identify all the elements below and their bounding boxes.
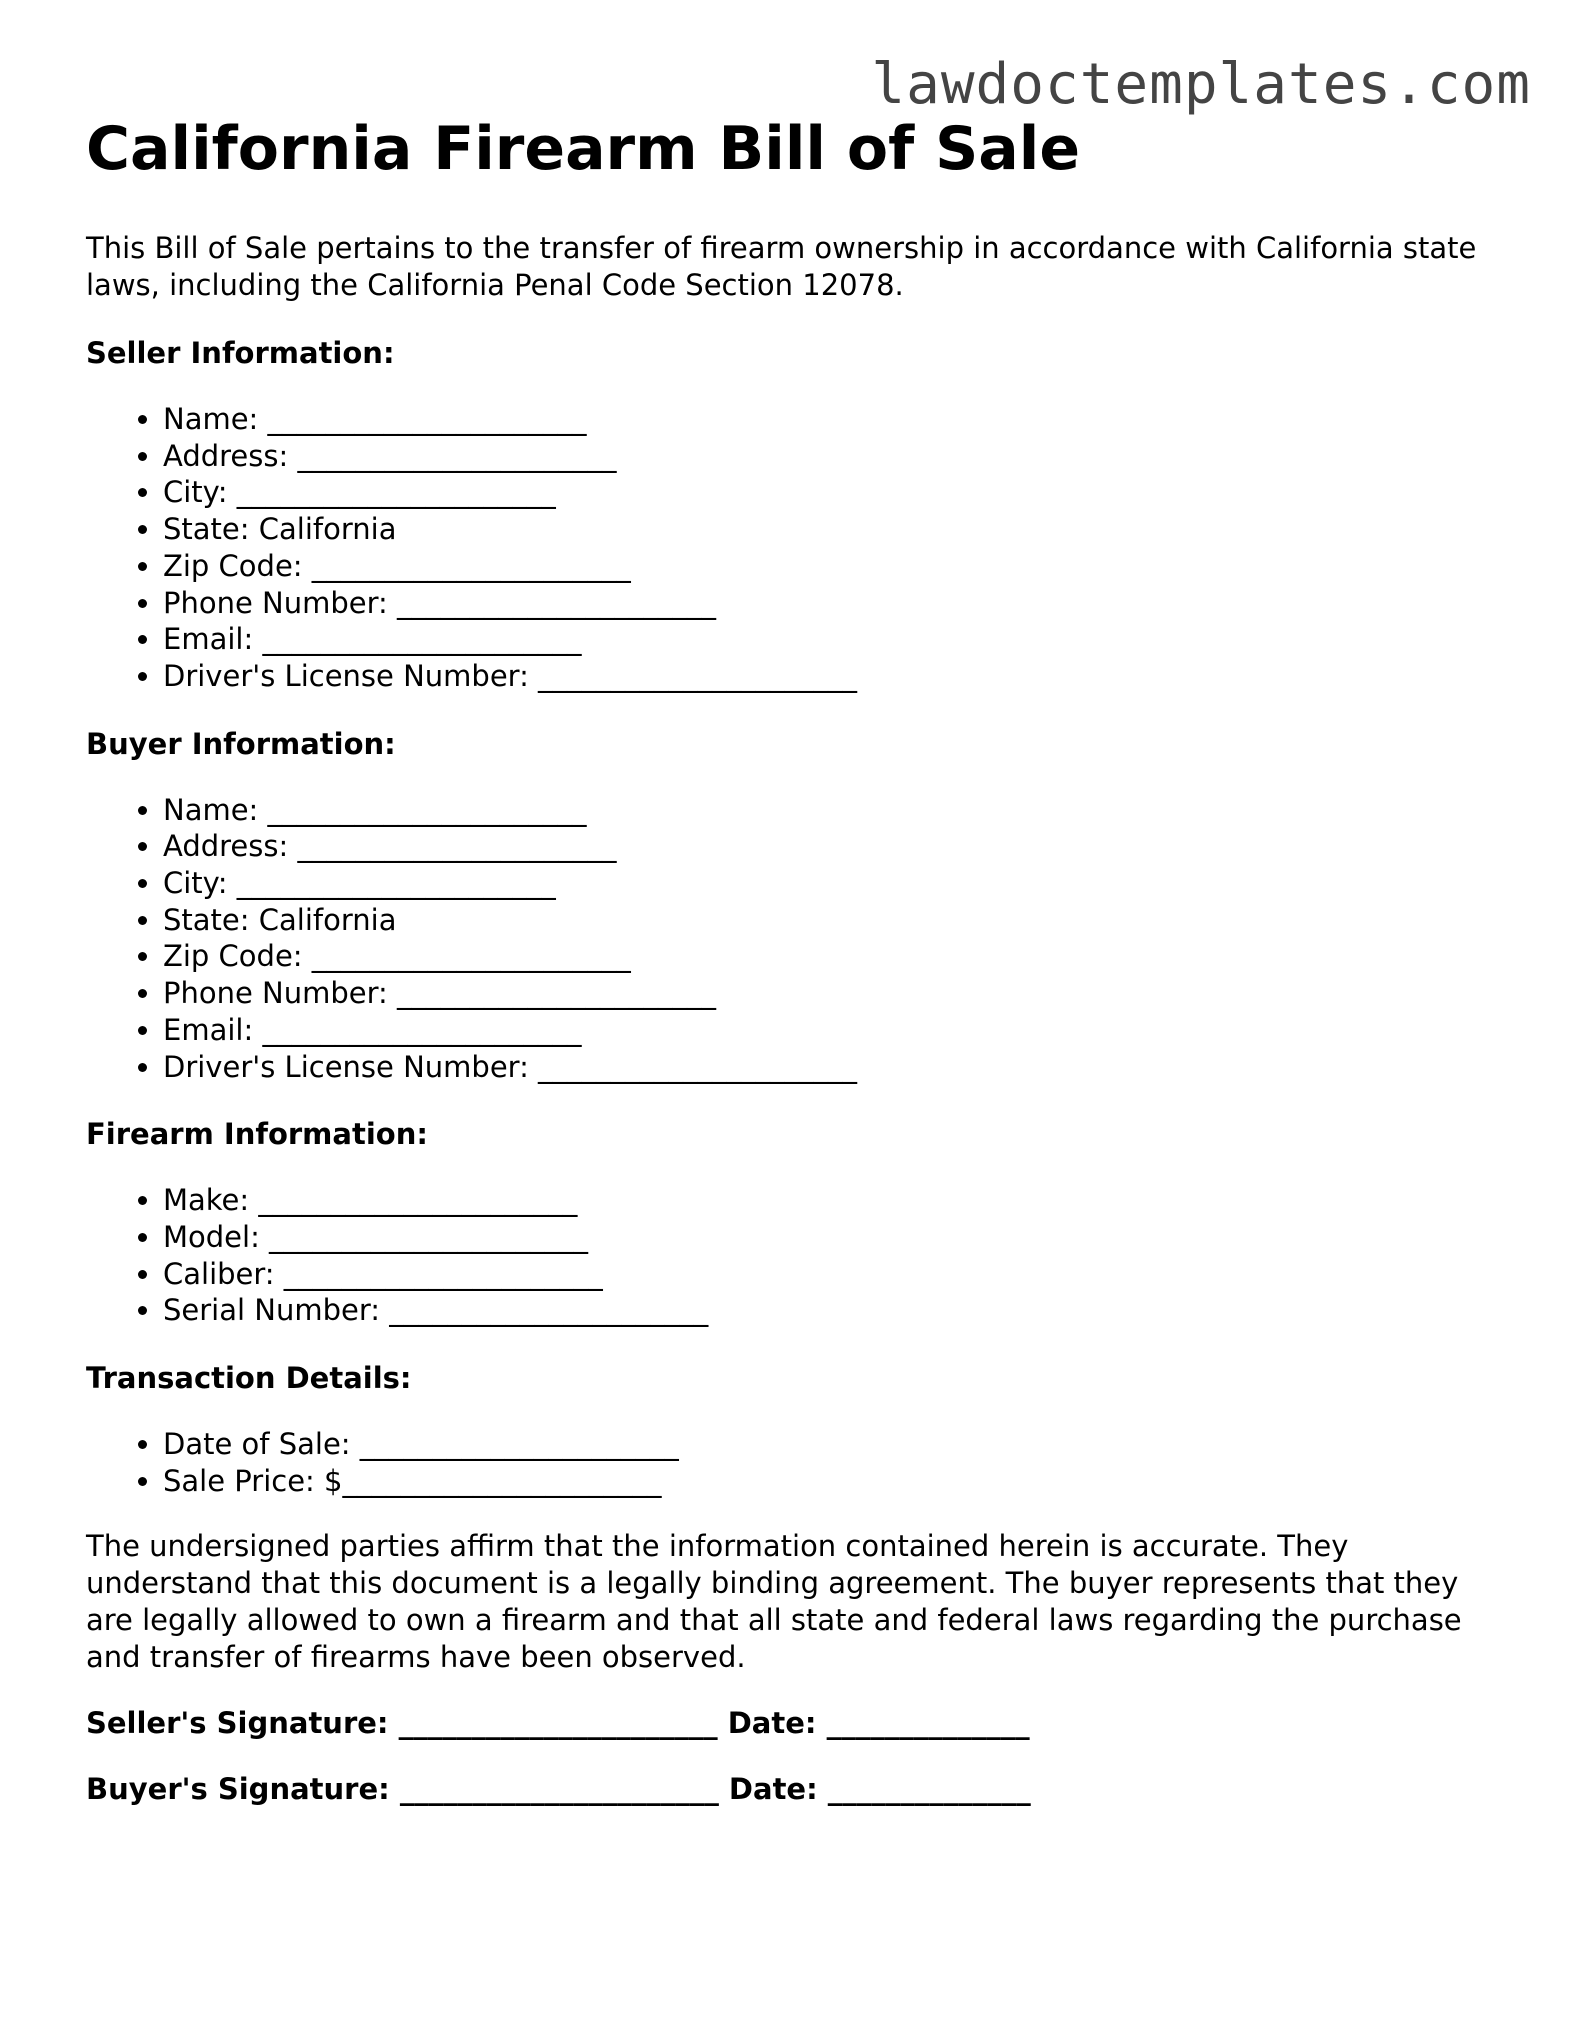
buyer-zip-field: • Zip Code: ______________________ — [163, 938, 1506, 975]
buyer-license-field: • Driver's License Number: ______________________ — [163, 1049, 1506, 1086]
seller-email-field: • Email: ______________________ — [163, 621, 1506, 658]
buyer-email-field: • Email: ______________________ — [163, 1012, 1506, 1049]
site-watermark: lawdoctemplates.com — [871, 52, 1531, 117]
document-title: California Firearm Bill of Sale — [86, 114, 1081, 184]
firearm-caliber-field: • Caliber: ______________________ — [163, 1256, 1506, 1293]
buyer-section-heading: Buyer Information: — [86, 726, 396, 761]
buyer-phone-field: • Phone Number: ______________________ — [163, 975, 1506, 1012]
firearm-serial-field: • Serial Number: ______________________ — [163, 1292, 1506, 1329]
buyer-signature-line: Buyer's Signature: ______________________ Date: ______________ — [86, 1772, 1031, 1807]
firearm-field-list — [86, 1182, 1506, 1329]
sale-date-field: • Date of Sale: ______________________ — [163, 1426, 1506, 1463]
seller-phone-field: • Phone Number: ______________________ — [163, 585, 1506, 622]
transaction-field-list — [86, 1426, 1506, 1499]
seller-license-field: • Driver's License Number: ______________________ — [163, 658, 1506, 695]
firearm-make-field: • Make: ______________________ — [163, 1182, 1506, 1219]
seller-state-field: • State: California — [163, 511, 1506, 548]
seller-address-field: • Address: ______________________ — [163, 438, 1506, 475]
buyer-state-field: • State: California — [163, 902, 1506, 939]
intro-paragraph: This Bill of Sale pertains to the transfer of firearm ownership in accordance with California state laws, including the California Penal Code Section 12078. — [86, 231, 1477, 302]
affirmation-paragraph: The undersigned parties affirm that the information contained herein is accurate. They understand that this document is a legally binding agreement. The buyer represents that they are legally allowed to own a firearm and that all state and federal laws regarding the purchase and transfer of firearms have been observed. — [86, 1529, 1462, 1675]
seller-city-field: • City: ______________________ — [163, 474, 1506, 511]
seller-zip-field: • Zip Code: ______________________ — [163, 548, 1506, 585]
seller-signature-line: Seller's Signature: ______________________ Date: ______________ — [86, 1706, 1030, 1741]
buyer-field-list — [86, 792, 1506, 1086]
sale-price-field: • Sale Price: $______________________ — [163, 1463, 1506, 1500]
seller-section-heading: Seller Information: — [86, 336, 395, 370]
transaction-section-heading: Transaction Details: — [86, 1361, 412, 1396]
firearm-model-field: • Model: ______________________ — [163, 1219, 1506, 1256]
seller-name-field: • Name: ______________________ — [163, 401, 1506, 438]
buyer-address-field: • Address: ______________________ — [163, 828, 1506, 865]
buyer-name-field: • Name: ______________________ — [163, 792, 1506, 829]
document-body — [86, 108, 1506, 1808]
buyer-city-field: • City: ______________________ — [163, 865, 1506, 902]
seller-field-list — [86, 401, 1506, 695]
firearm-section-heading: Firearm Information: — [86, 1117, 428, 1152]
